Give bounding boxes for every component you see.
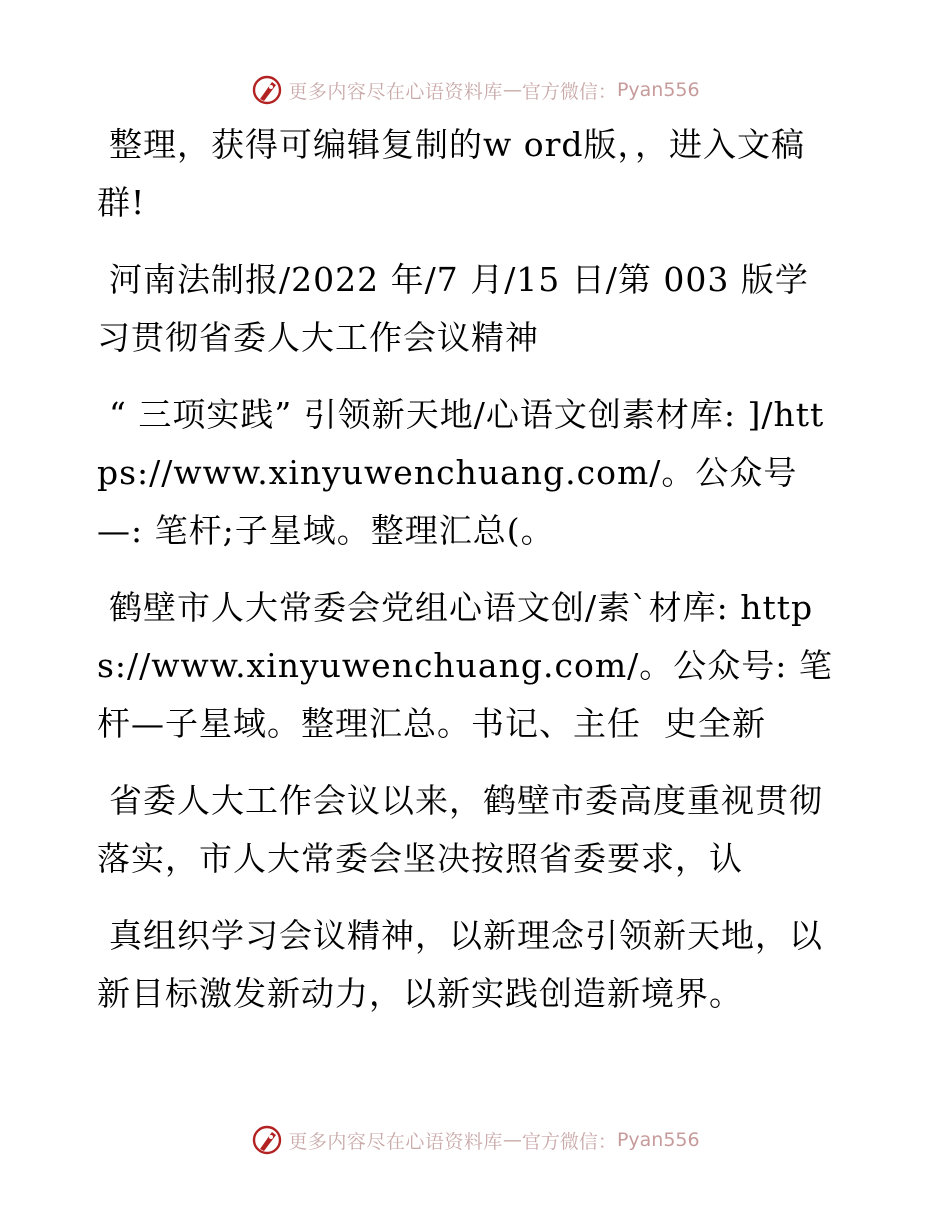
watermark-wechat-label: 官方微信： (521, 1130, 617, 1153)
pen-nib-logo-icon (250, 73, 284, 107)
paragraph-4: 鹤壁市人大常委会党组心语文创/素`材库: https://www.xinyuwenchuang.com/。公众号: 笔杆—子星域。整理汇总。书记、主任 史全新 (97, 588, 833, 743)
document-body (97, 116, 837, 1042)
pen-nib-logo-icon (250, 1123, 284, 1157)
footer-watermark (0, 1120, 950, 1160)
paragraph-3: “ 三项实践” 引领新天地/心语文创素材库: ]/https://www.xinyuwenchuang.com/。公众号—: 笔杆;子星域。整理汇总(。 (97, 395, 825, 550)
watermark-wechat-id: Pyan556 (616, 79, 700, 101)
paragraph-2: 河南法制报/2022 年/7 月/15 日/第 003 版学习贯彻省委人大工作会议精神 (97, 260, 809, 357)
watermark-wechat-id: Pyan556 (616, 1129, 700, 1151)
watermark-separator: — (502, 1129, 522, 1151)
watermark-site-text: 更多内容尽在心语资料库 (288, 1130, 503, 1153)
paragraph-1: 整理，获得可编辑复制的w ord版，，进入文稿群! (97, 125, 806, 222)
header-watermark (0, 70, 950, 110)
paragraph-5: 省委人大工作会议以来，鹤壁市委高度重视贯彻落实，市人大常委会坚决按照省委要求，认 (97, 781, 823, 878)
paragraph-6: 真组织学习会议精神，以新理念引领新天地，以新目标激发新动力，以新实践创造新境界。 (97, 916, 823, 1013)
watermark-wechat-label: 官方微信： (521, 80, 617, 103)
watermark-separator: — (502, 79, 522, 101)
watermark-site-text: 更多内容尽在心语资料库 (288, 80, 503, 103)
